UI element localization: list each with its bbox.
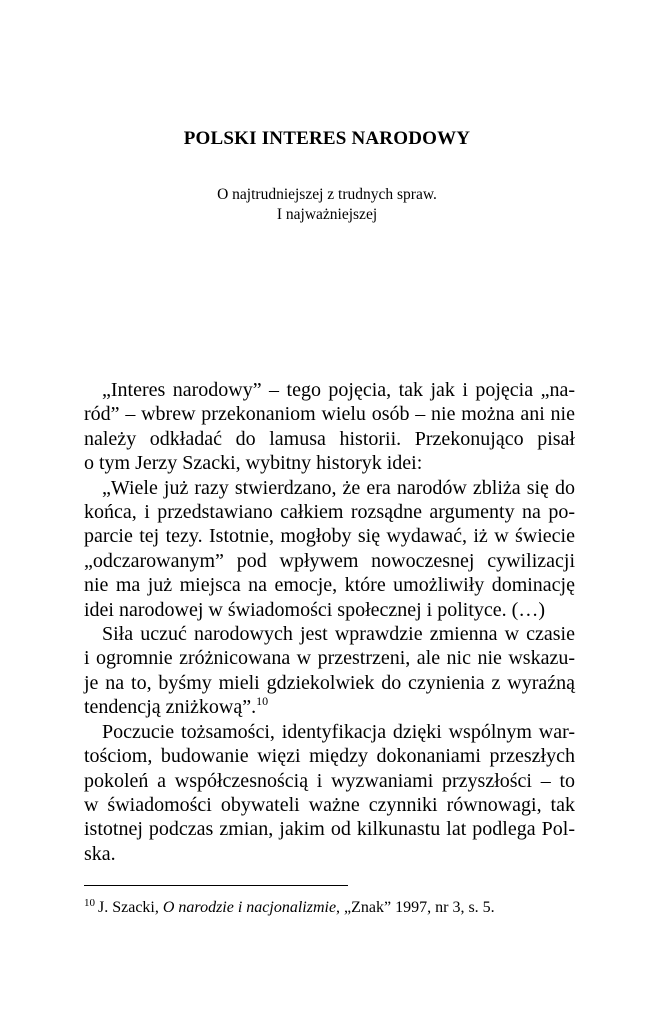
text-line: „Wiele już razy stwierdzano, że era narodów zbliża się do	[102, 476, 575, 499]
text-line: tościom, budowanie więzi między dokonaniami przeszłych	[84, 745, 575, 768]
text-line: ród” – wbrew przekonaniom wielu osób – nie można ani nie	[84, 403, 575, 426]
paragraph-3	[84, 622, 575, 720]
text-line: w świadomości obywateli ważne czynniki równowagi, tak	[84, 793, 575, 816]
footnote-reference[interactable]: 10	[256, 694, 269, 709]
text-line: Poczucie tożsamości, identyfikacja dzięki wspólnym war-	[102, 720, 575, 743]
paragraph-1	[84, 378, 575, 476]
text-line: tendencją zniżkową”.	[84, 696, 257, 719]
subtitle-line-2: I najważniejszej	[276, 206, 378, 223]
text-line: Siła uczuć narodowych jest wprawdzie zmienna w czasie	[102, 623, 575, 646]
footnote-citation: , „Znak” 1997, nr 3, s. 5.	[336, 899, 495, 916]
footnote-number: 10	[84, 897, 95, 909]
text-line: pokoleń a współczesnością i wyzwaniami przyszłości – to	[84, 769, 575, 792]
text-line: idei narodowej w świadomości społecznej i polityce. (…)	[84, 598, 545, 621]
text-line: należy odkładać do lamusa historii. Przekonująco pisał	[84, 427, 575, 450]
chapter-title: POLSKI INTERES NARODOWY	[183, 128, 471, 149]
paragraph-4	[84, 720, 575, 866]
text-line: ska.	[84, 842, 116, 865]
paragraph-2	[84, 476, 575, 622]
footnote-work-title: O narodzie i nacjonalizmie	[162, 899, 337, 916]
chapter-subtitle	[0, 185, 654, 225]
footnote	[84, 898, 575, 918]
text-line: nie ma już miejsca na emocje, które umożliwiły dominację	[84, 574, 575, 597]
text-line: o tym Jerzy Szacki, wybitny historyk idei:	[84, 452, 423, 475]
text-line: je na to, byśmy mieli gdziekolwiek do czynienia z wyraźną	[84, 671, 575, 694]
text-line: „Interes narodowy” – tego pojęcia, tak jak i pojęcia „na-	[102, 379, 575, 401]
body-text	[84, 378, 575, 866]
text-line: i ogromnie zróżnicowana w przestrzeni, ale nic nie wskazu-	[84, 647, 575, 670]
subtitle-line-1: O najtrudniejszej z trudnych spraw.	[217, 186, 437, 203]
footnote-author: J. Szacki,	[98, 899, 163, 916]
text-line: parcie tej tezy. Istotnie, mogłoby się wydawać, iż w świecie	[84, 525, 575, 548]
footnote-divider	[84, 885, 348, 886]
text-line: istotnej podczas zmian, jakim od kilkunastu lat podlega Pol-	[84, 818, 575, 841]
text-line-with-footnote	[84, 695, 575, 719]
text-line: końca, i przedstawiano całkiem rozsądne argumenty na po-	[84, 501, 575, 524]
text-line: „odczarowanym” pod wpływem nowoczesnej cywilizacji	[84, 549, 575, 572]
